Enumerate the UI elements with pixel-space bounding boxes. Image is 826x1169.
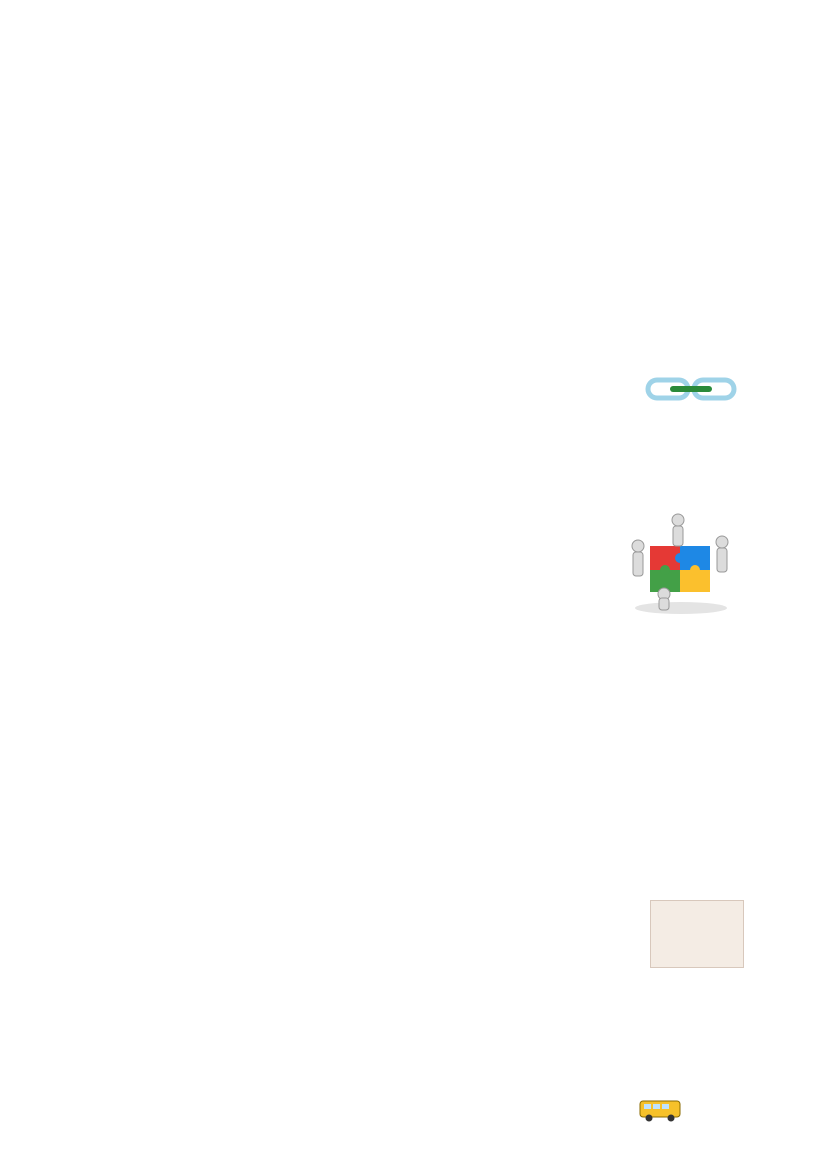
first-day-of-school-logo [494,1066,714,1132]
school-bus-icon [638,1098,684,1124]
just-because-logo [650,900,744,968]
linking-words-logo [636,372,746,410]
chain-link-icon [636,372,746,406]
puzzle-team-illustration [628,512,734,616]
